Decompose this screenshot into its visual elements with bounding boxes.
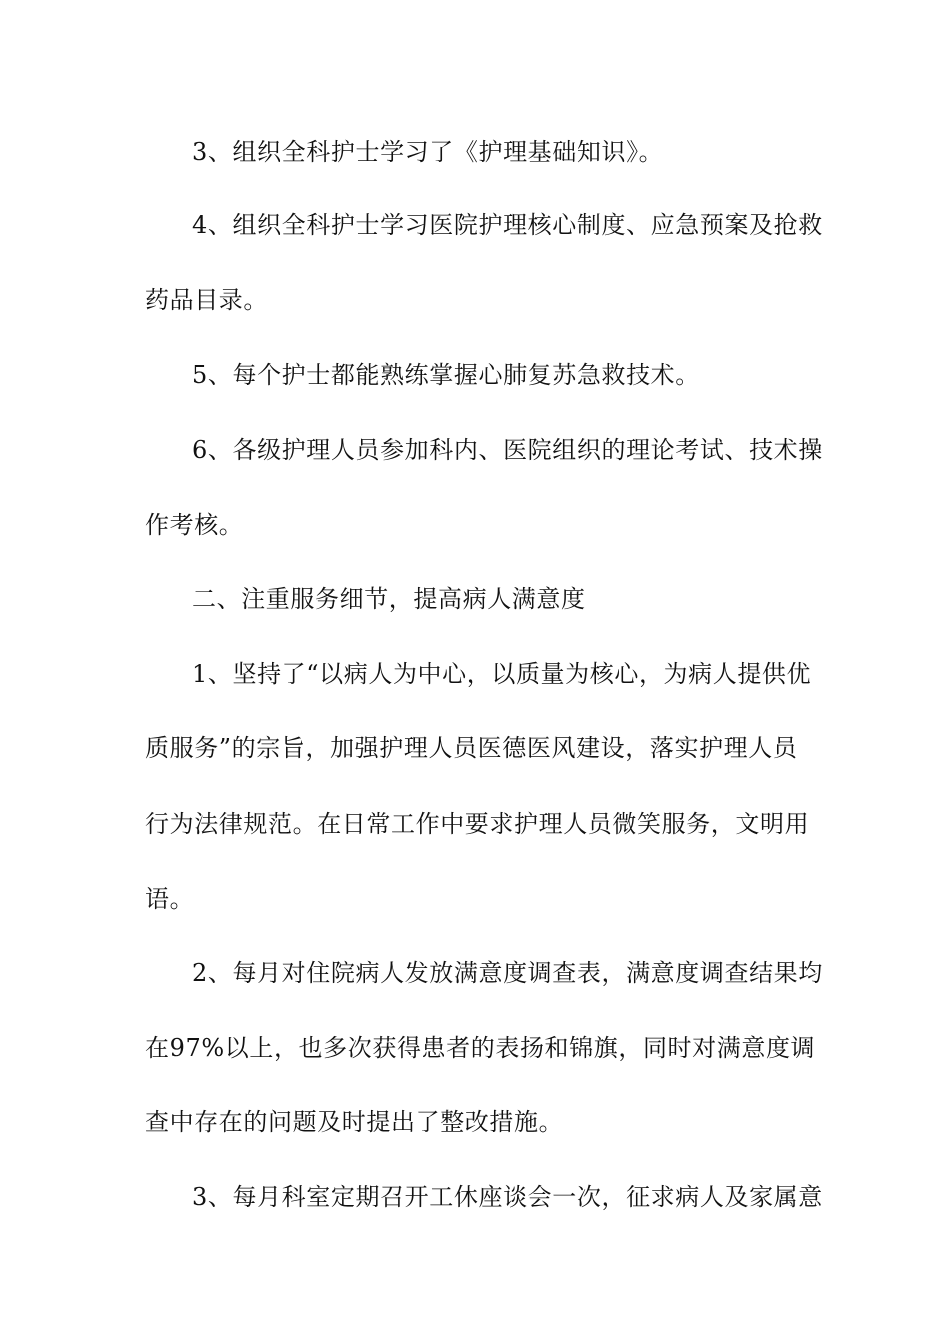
paragraph-line: 质服务”的宗旨，加强护理人员医德医风建设，落实护理人员	[145, 734, 798, 762]
section-heading: 二、注重服务细节，提高病人满意度	[192, 585, 586, 613]
paragraph-line: 5、每个护士都能熟练掌握心肺复苏急救技术。	[192, 361, 700, 389]
paragraph-line: 3、组织全科护士学习了《护理基础知识》。	[192, 138, 664, 166]
paragraph-line: 在97%以上，也多次获得患者的表扬和锦旗，同时对满意度调	[145, 1034, 816, 1062]
paragraph-line: 药品目录。	[145, 286, 268, 314]
paragraph-line: 3、每月科室定期召开工休座谈会一次，征求病人及家属意	[192, 1183, 823, 1211]
paragraph-line: 行为法律规范。在日常工作中要求护理人员微笑服务，文明用	[145, 810, 810, 838]
paragraph-line: 查中存在的问题及时提出了整改措施。	[145, 1108, 564, 1136]
paragraph-line: 语。	[145, 885, 195, 913]
paragraph-line: 作考核。	[145, 511, 244, 539]
paragraph-line: 1、坚持了“以病人为中心，以质量为核心，为病人提供优	[192, 660, 812, 688]
paragraph-line: 4、组织全科护士学习医院护理核心制度、应急预案及抢救	[192, 211, 823, 239]
paragraph-line: 6、各级护理人员参加科内、医院组织的理论考试、技术操	[192, 436, 823, 464]
paragraph-line: 2、每月对住院病人发放满意度调查表，满意度调查结果均	[192, 959, 823, 987]
